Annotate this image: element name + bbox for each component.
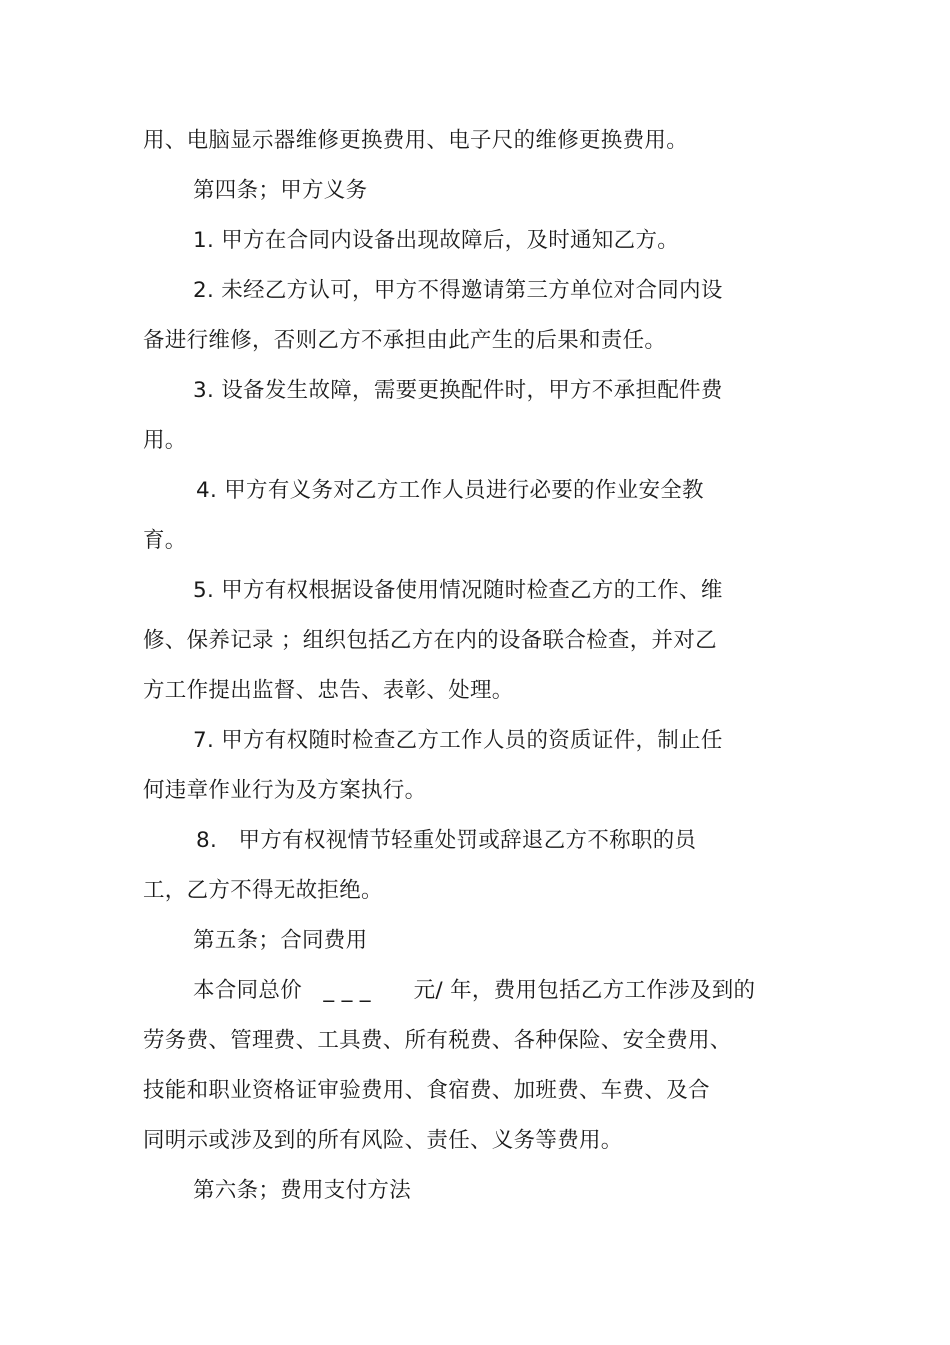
text-line: 何违章作业行为及方案执行。 [143,778,427,803]
section-heading: 第五条；合同费用 [193,928,368,953]
text-line: 备进行维修，否则乙方不承担由此产生的后果和责任。 [143,328,667,353]
text-line: 同明示或涉及到的所有风险、责任、义务等费用。 [143,1128,623,1153]
text-line: 2. 未经乙方认可，甲方不得邀请第三方单位对合同内设 [193,278,723,303]
text-line: 育。 [143,528,187,553]
section-heading: 第六条；费用支付方法 [193,1178,412,1203]
text-line: 7. 甲方有权随时检查乙方工作人员的资质证件，制止任 [193,728,723,753]
text-line: 修、保养记录 ；组织包括乙方在内的设备联合检查，并对乙 [143,628,717,653]
text-line: 8. 甲方有权视情节轻重处罚或辞退乙方不称职的员 [196,828,697,853]
text-line: 本合同总价 _ _ _ 元/ 年，费用包括乙方工作涉及到的 [193,978,756,1003]
text-line: 工，乙方不得无故拒绝。 [143,878,383,903]
text-line: 劳务费、管理费、工具费、所有税费、各种保险、安全费用、 [143,1028,732,1053]
text-line: 用、电脑显示器维修更换费用、电子尺的维修更换费用。 [143,128,689,153]
text-line: 5. 甲方有权根据设备使用情况随时检查乙方的工作、维 [193,578,723,603]
text-line: 方工作提出监督、忠告、表彰、处理。 [143,678,514,703]
text-line: 1. 甲方在合同内设备出现故障后，及时通知乙方。 [193,228,680,253]
text-line: 4. 甲方有义务对乙方工作人员进行必要的作业安全教 [196,478,704,503]
text-line: 技能和职业资格证审验费用、食宿费、加班费、车费、及合 [143,1078,710,1103]
section-heading: 第四条；甲方义务 [193,178,368,203]
text-line: 3. 设备发生故障，需要更换配件时，甲方不承担配件费 [193,378,723,403]
text-line: 用。 [143,428,187,453]
